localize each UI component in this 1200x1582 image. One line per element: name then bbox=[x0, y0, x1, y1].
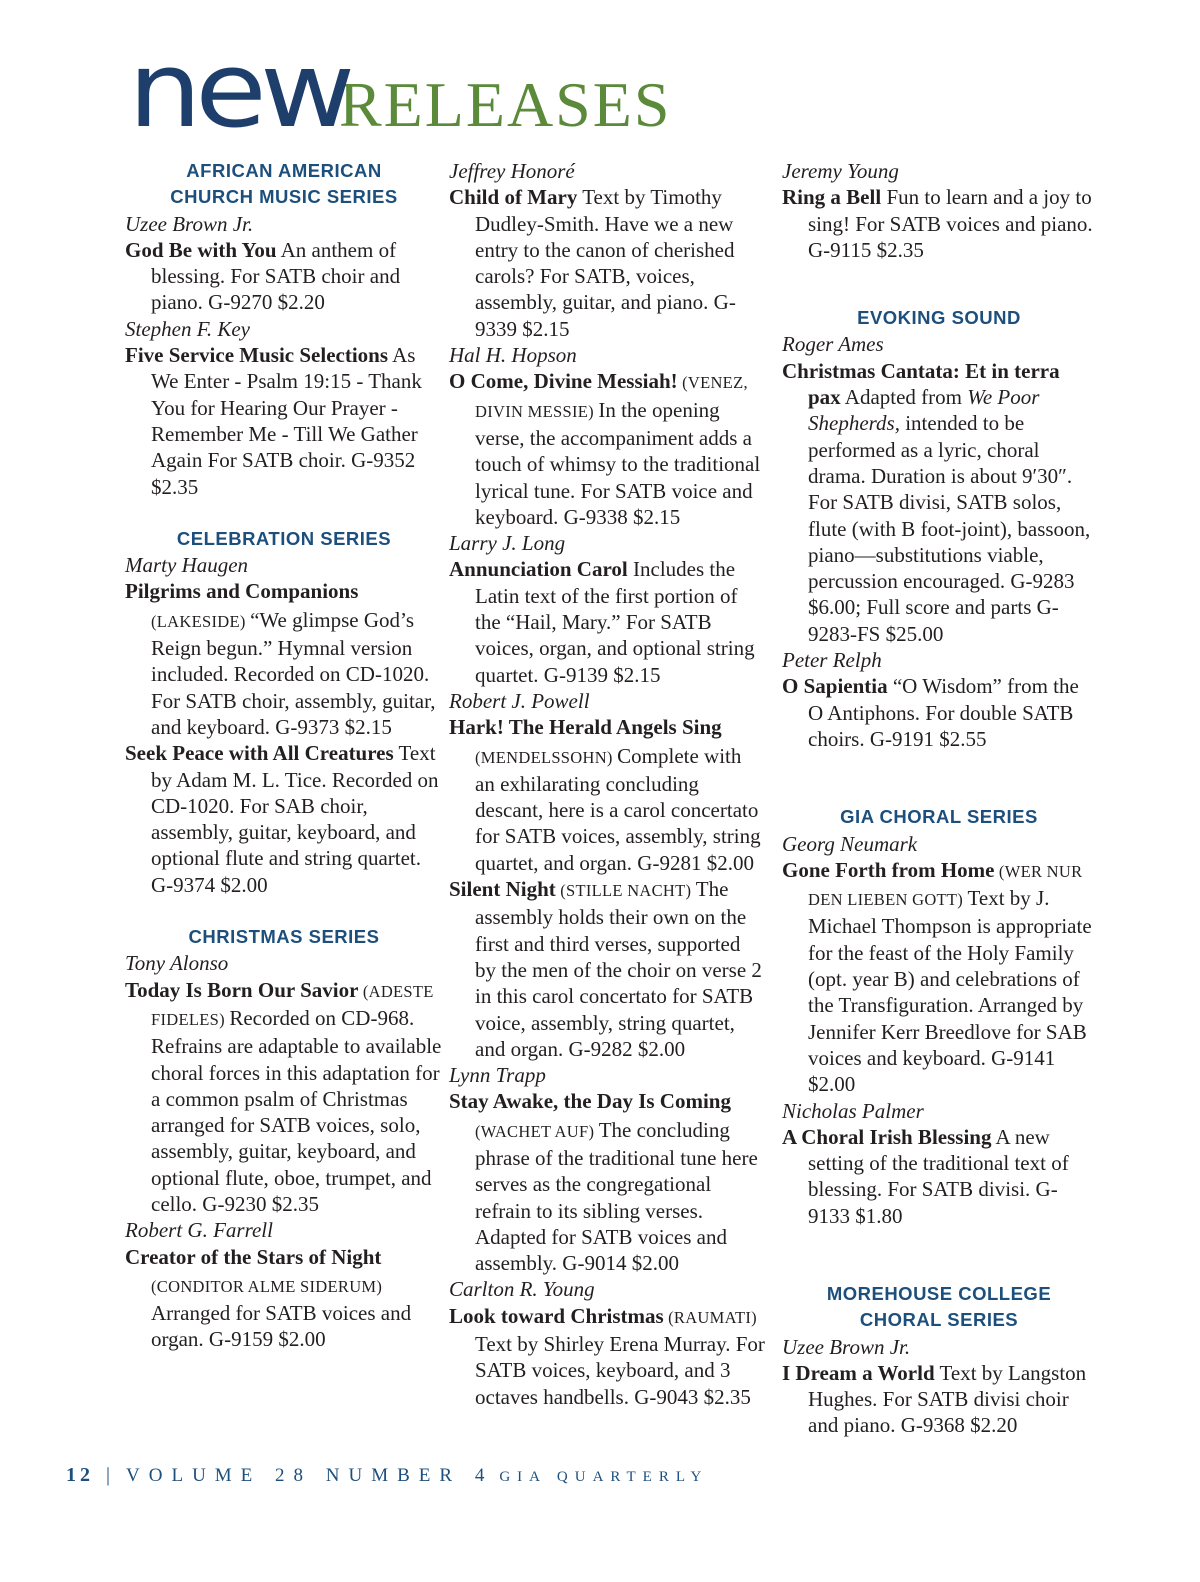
tune-name: (STILLE NACHT) bbox=[555, 881, 696, 901]
release-description: Includes the Latin text of the first portion of the “Hail, Mary.” For SATB voices, organ, and optional string quartet. G-9139 $2.15 bbox=[475, 557, 755, 687]
footer-separator: | bbox=[106, 1464, 111, 1486]
release-description: In the opening verse, the accompaniment adds a touch of whimsy to the traditional lyrical tune. For SATB voice and keyboard. G-9338 $2.15 bbox=[475, 397, 761, 529]
series-heading: GIA CHORAL SERIES bbox=[840, 806, 1038, 828]
release-description: The assembly holds their own on the first and third verses, supported by the men of the choir on verse 2 in this carol concertato for SATB voice, assembly, string quartet, and organ. G-9282 $2.00 bbox=[475, 877, 762, 1061]
release-description: Text by Timothy Dudley-Smith. Have we a new entry to the canon of cherished carols? For SATB, voices, assembly, guitar, and piano. G-9339 $2.15 bbox=[475, 185, 736, 341]
composer-name: Uzee Brown Jr. bbox=[125, 211, 254, 236]
composer-name: Peter Relph bbox=[782, 648, 882, 673]
column-1 bbox=[125, 158, 443, 1353]
release-title: O Sapientia bbox=[782, 674, 888, 699]
release-title: Look toward Christmas bbox=[449, 1303, 664, 1328]
series-heading bbox=[125, 158, 443, 211]
composer-name: Marty Haugen bbox=[125, 553, 249, 578]
release-title: Five Service Music Selections bbox=[125, 343, 389, 368]
release-description: “O Wisdom” from the O Antiphons. For double SATB choirs. G-9191 $2.55 bbox=[808, 674, 1079, 751]
release-title: A Choral Irish Blessing bbox=[782, 1124, 992, 1149]
release-entry bbox=[782, 1124, 1096, 1229]
release-description: “We glimpse God’s Reign begun.” Hymnal version included. Recorded on CD-1020. For SATB choir, assembly, guitar, and keyboard. G-9373 $2.15 bbox=[151, 607, 436, 739]
masthead-new: new bbox=[128, 29, 349, 151]
series-heading-line: CHORAL SERIES bbox=[859, 1309, 1019, 1331]
release-title: Hark! The Herald Angels Sing bbox=[449, 715, 722, 740]
release-entry bbox=[125, 1244, 443, 1353]
release-entry bbox=[125, 578, 443, 740]
release-description: Fun to learn and a joy to sing! For SATB voices and piano. G-9115 $2.35 bbox=[808, 185, 1093, 262]
release-entry bbox=[449, 556, 765, 687]
release-entry bbox=[125, 342, 443, 500]
composer-name: Hal H. Hopson bbox=[449, 343, 577, 368]
release-title: Today Is Born Our Savior bbox=[125, 977, 359, 1002]
composer-name: Robert J. Powell bbox=[449, 688, 590, 713]
release-entry bbox=[125, 237, 443, 316]
tune-name: (VENEZ, DIVIN MESSIE) bbox=[475, 373, 748, 421]
volume-info: VOLUME 28 NUMBER 4 bbox=[126, 1465, 494, 1486]
release-description: A new setting of the traditional text of blessing. For SATB divisi. G-9133 $1.80 bbox=[808, 1124, 1069, 1228]
series-heading-line: CHURCH MUSIC SERIES bbox=[170, 186, 398, 208]
release-title: Seek Peace with All Creatures bbox=[125, 741, 394, 766]
release-title: Ring a Bell bbox=[782, 185, 882, 210]
series-heading bbox=[782, 1281, 1096, 1334]
release-title: Child of Mary bbox=[449, 185, 578, 210]
release-description: intended to be performed as a lyric, choral drama. Duration is about 9′30″. For SATB divisi, SATB solos, flute (with B foot-joint), bassoon, piano—substitutions viable, percussion encouraged. G-9283 $6.00; Full score and parts G-9283-FS $25.00 bbox=[808, 411, 1091, 646]
release-entry bbox=[782, 358, 1096, 647]
composer-name: Georg Neumark bbox=[782, 831, 918, 856]
tune-name: (LAKESIDE) bbox=[151, 611, 251, 631]
release-title: I Dream a World bbox=[782, 1360, 935, 1385]
release-entry bbox=[449, 1088, 765, 1276]
composer-name: Stephen F. Key bbox=[125, 316, 250, 341]
column-2 bbox=[449, 158, 765, 1410]
release-description: An anthem of blessing. For SATB choir and piano. G-9270 $2.20 bbox=[151, 237, 401, 315]
composer-name: Jeffrey Honoré bbox=[449, 159, 575, 183]
release-entry bbox=[449, 1303, 765, 1410]
masthead-releases: RELEASES bbox=[338, 69, 672, 140]
masthead bbox=[128, 29, 672, 151]
release-description: The concluding phrase of the traditional tune here serves as the congregational refrain to its sibling verses. Adapted for SATB voices and assembly. G-9014 $2.00 bbox=[475, 1117, 758, 1276]
release-description: As We Enter - Psalm 19:15 - Thank You for Hearing Our Prayer - Remember Me - Till We Gather Again For SATB choir. G-9352 $2.35 bbox=[151, 343, 422, 499]
release-title: God Be with You bbox=[125, 237, 277, 262]
release-title: Creator of the Stars of Night bbox=[125, 1244, 382, 1269]
column-3 bbox=[782, 158, 1096, 1439]
composer-name: Roger Ames bbox=[782, 332, 884, 357]
tune-name: (CONDITOR ALME SIDERUM) bbox=[151, 1276, 383, 1296]
release-entry bbox=[449, 714, 765, 876]
release-entry bbox=[449, 184, 765, 342]
release-description: Text by J. Michael Thompson is appropriate for the feast of the Holy Family (opt. year B) and celebrations of the Transfiguration. Arranged by Jennifer Kerr Breedlove for SAB voices and keyboard. G-9141 $2.00 bbox=[808, 886, 1092, 1097]
release-title: Silent Night bbox=[449, 877, 556, 902]
release-title: Stay Awake, the Day Is Coming bbox=[449, 1089, 731, 1114]
series-heading: EVOKING SOUND bbox=[857, 307, 1021, 329]
release-description: Text by Shirley Erena Murray. For SATB voices, keyboard, and 3 octaves handbells. G-9043 $2.35 bbox=[475, 1332, 765, 1409]
release-entry bbox=[449, 368, 765, 530]
tune-name: (WER NUR DEN LIEBEN GOTT) bbox=[808, 861, 1083, 910]
release-description: Arranged for SATB voices and organ. G-9159 $2.00 bbox=[151, 1301, 412, 1352]
series-heading-line: AFRICAN AMERICAN bbox=[186, 160, 382, 181]
composer-name: Lynn Trapp bbox=[449, 1063, 546, 1088]
release-description-italic: We Poor Shepherds, bbox=[808, 385, 1040, 436]
release-entry bbox=[782, 673, 1096, 752]
release-entry bbox=[125, 977, 443, 1218]
composer-name: Robert G. Farrell bbox=[125, 1218, 273, 1243]
tune-name: (ADESTE FIDELES) bbox=[151, 981, 434, 1029]
release-description: Recorded on CD-968. Refrains are adaptable to available choral forces in this adaptation for a common psalm of Christmas arranged for SATB voices, solo, assembly, guitar, keyboard, and optional flute, oboe, trumpet, and cello. G-9230 $2.35 bbox=[151, 1005, 442, 1216]
release-entry bbox=[125, 740, 443, 898]
series-heading: CELEBRATION SERIES bbox=[176, 527, 392, 549]
tune-name: (WACHET AUF) bbox=[475, 1121, 599, 1141]
release-entry bbox=[782, 857, 1096, 1098]
release-title: O Come, Divine Messiah! bbox=[449, 369, 678, 394]
release-description: Text by Langston Hughes. For SATB divisi choir and piano. G-9368 $2.20 bbox=[808, 1360, 1087, 1438]
page-number: 12 bbox=[66, 1464, 94, 1486]
release-title: Gone Forth from Home bbox=[782, 857, 995, 882]
composer-name: Carlton R. Young bbox=[449, 1277, 595, 1302]
tune-name: (RAUMATI) bbox=[663, 1307, 757, 1327]
composer-name: Nicholas Palmer bbox=[782, 1098, 924, 1123]
release-description: Adapted from bbox=[840, 385, 968, 410]
page-footer bbox=[66, 1464, 708, 1487]
release-title: Annunciation Carol bbox=[449, 557, 628, 582]
release-description: Text by Adam M. L. Tice. Recorded on CD-1020. For SAB choir, assembly, guitar, keyboard, and optional flute and string quartet. G-9374 $2.00 bbox=[151, 741, 439, 897]
composer-name: Uzee Brown Jr. bbox=[782, 1334, 911, 1359]
composer-name: Jeremy Young bbox=[782, 159, 899, 183]
release-entry bbox=[782, 1360, 1096, 1439]
release-title: Christmas Cantata: Et in terra pax bbox=[782, 358, 1060, 410]
release-title: Pilgrims and Companions bbox=[125, 579, 359, 604]
tune-name: (MENDELSSOHN) bbox=[475, 747, 618, 767]
release-description: Complete with an exhilarating concluding descant, here is a carol concertato for SATB voices, assembly, string quartet, and organ. G-9281 $2.00 bbox=[475, 743, 761, 875]
composer-name: Larry J. Long bbox=[449, 531, 566, 556]
series-heading: CHRISTMAS SERIES bbox=[188, 926, 380, 948]
release-entry bbox=[449, 876, 765, 1062]
composer-name: Tony Alonso bbox=[125, 951, 229, 976]
publication-name: GIA QUARTERLY bbox=[499, 1469, 709, 1485]
release-entry bbox=[782, 184, 1096, 263]
series-heading-line: MOREHOUSE COLLEGE bbox=[826, 1282, 1052, 1304]
